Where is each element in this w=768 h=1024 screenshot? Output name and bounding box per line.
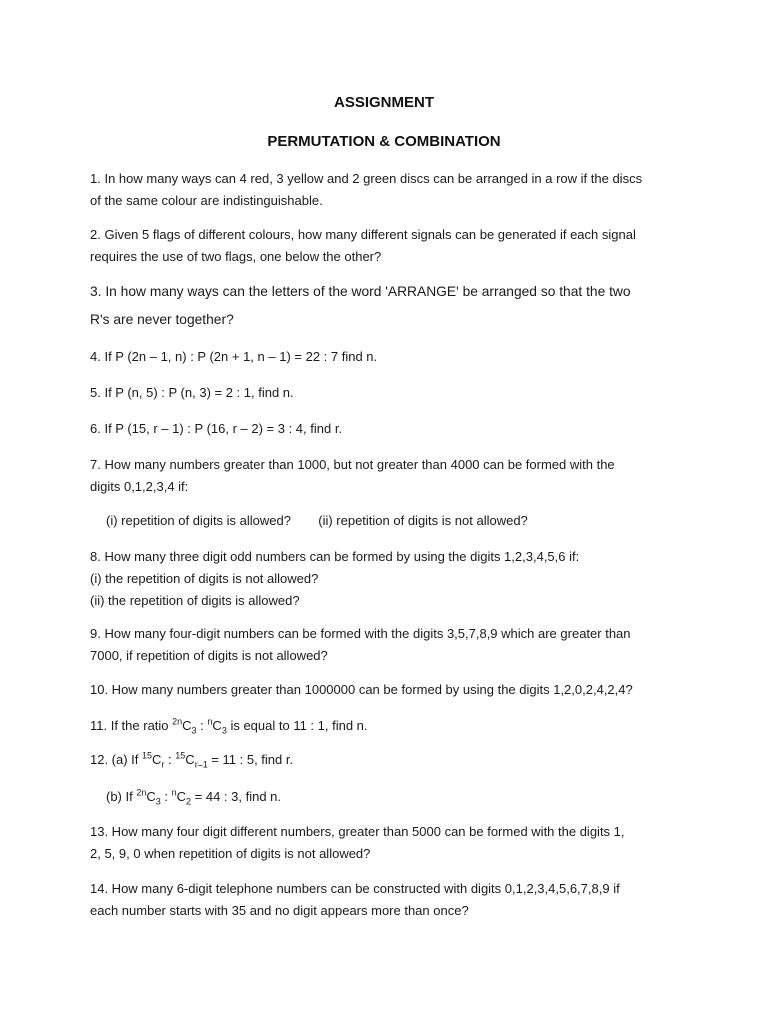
question-6-text: 6. If P (15, r – 1) : P (16, r – 2) = 3 : 4, find r. bbox=[90, 421, 343, 436]
question-8 bbox=[90, 546, 690, 612]
question-9 bbox=[90, 623, 690, 667]
question-3-line-1: 3. In how many ways can the letters of the word 'ARRANGE' be arranged so that the two bbox=[90, 284, 631, 299]
question-12b-sub-2: 2 bbox=[186, 796, 192, 807]
question-13-line-1: 13. How many four digit different numbers, greater than 5000 can be formed with the digits 1, bbox=[90, 824, 625, 839]
question-11-sub-2: 3 bbox=[221, 725, 227, 736]
question-10-text: 10. How many numbers greater than 1000000 can be formed by using the digits 1,2,0,2,4,2,4? bbox=[90, 682, 633, 697]
question-11-sup-2: n bbox=[207, 716, 213, 727]
question-11-suffix: is equal to 11 : 1, find n. bbox=[226, 718, 368, 733]
question-11-sub-1: 3 bbox=[191, 725, 197, 736]
question-14-line-1: 14. How many 6-digit telephone numbers can be constructed with digits 0,1,2,3,4,5,6,7,8,9 if bbox=[90, 881, 620, 896]
assignment-title: ASSIGNMENT bbox=[333, 94, 434, 111]
question-14-line-2: each number starts with 35 and no digit appears more than once? bbox=[90, 903, 469, 918]
question-13-line-2: 2, 5, 9, 0 when repetition of digits is not allowed? bbox=[90, 846, 371, 861]
question-12a-mid: : bbox=[164, 752, 176, 767]
question-12a-sub-1: r bbox=[161, 759, 165, 770]
question-11-sup-1: 2n bbox=[172, 716, 183, 727]
question-8-part-ii: (ii) the repetition of digits is allowed? bbox=[90, 593, 300, 608]
question-11-mid: : bbox=[196, 718, 208, 733]
question-12a bbox=[90, 749, 690, 771]
question-12b-suffix: = 44 : 3, find n. bbox=[191, 789, 282, 804]
question-2-line-1: 2. Given 5 flags of different colours, how many different signals can be generated if each signal bbox=[90, 227, 636, 242]
question-6 bbox=[90, 418, 690, 440]
question-12a-prefix: 12. (a) If bbox=[90, 752, 143, 767]
question-13 bbox=[90, 821, 690, 865]
question-2 bbox=[90, 224, 690, 268]
question-12a-c-2: C bbox=[185, 752, 195, 767]
question-11-c-2: C bbox=[212, 718, 222, 733]
question-12b-prefix: (b) If bbox=[106, 789, 137, 804]
question-8-part-i: (i) the repetition of digits is not allowed? bbox=[90, 571, 319, 586]
question-3-line-2: R's are never together? bbox=[90, 312, 234, 327]
question-7-part-i: (i) repetition of digits is allowed? bbox=[106, 513, 291, 528]
question-7-parts bbox=[90, 510, 706, 532]
question-11 bbox=[90, 715, 690, 737]
question-7 bbox=[90, 454, 690, 498]
question-12b-mid: : bbox=[160, 789, 172, 804]
question-12a-suffix: = 11 : 5, find r. bbox=[207, 752, 294, 767]
question-4 bbox=[90, 346, 690, 368]
question-7-line-2: digits 0,1,2,3,4 if: bbox=[90, 479, 189, 494]
question-7-line-1: 7. How many numbers greater than 1000, but not greater than 4000 can be formed with the bbox=[90, 457, 615, 472]
question-7-part-ii: (ii) repetition of digits is not allowed? bbox=[318, 513, 528, 528]
question-12b-c-2: C bbox=[176, 789, 187, 804]
question-3 bbox=[90, 278, 690, 334]
question-11-c-1: C bbox=[182, 718, 192, 733]
question-12b-sub-1: 3 bbox=[155, 796, 161, 807]
question-9-line-1: 9. How many four-digit numbers can be formed with the digits 3,5,7,8,9 which are greater than bbox=[90, 626, 631, 641]
question-12b-text bbox=[106, 786, 706, 808]
question-4-text: 4. If P (2n – 1, n) : P (2n + 1, n – 1) = 22 : 7 find n. bbox=[90, 349, 378, 364]
question-12a-sup-1: 15 bbox=[142, 750, 153, 761]
question-1 bbox=[90, 168, 690, 212]
question-11-text bbox=[90, 715, 690, 737]
question-12b-sup-1: 2n bbox=[136, 787, 147, 798]
question-1-line-1: 1. In how many ways can 4 red, 3 yellow and 2 green discs can be arranged in a row if the discs bbox=[90, 171, 643, 186]
question-12a-c-1: C bbox=[152, 752, 162, 767]
question-12a-text bbox=[90, 749, 690, 771]
question-12a-sup-2: 15 bbox=[175, 750, 186, 761]
question-12b bbox=[90, 786, 706, 808]
question-12b-sup-2: n bbox=[171, 787, 177, 798]
question-9-line-2: 7000, if repetition of digits is not allowed? bbox=[90, 648, 328, 663]
question-12a-sub-2: r–1 bbox=[194, 759, 208, 770]
topic-title: PERMUTATION & COMBINATION bbox=[267, 133, 501, 150]
question-8-line-1: 8. How many three digit odd numbers can be formed by using the digits 1,2,3,4,5,6 if: bbox=[90, 549, 580, 564]
question-12b-c-1: C bbox=[146, 789, 156, 804]
question-2-line-2: requires the use of two flags, one below the other? bbox=[90, 249, 382, 264]
question-5 bbox=[90, 382, 690, 404]
question-5-text: 5. If P (n, 5) : P (n, 3) = 2 : 1, find n. bbox=[90, 385, 294, 400]
question-10 bbox=[90, 679, 690, 701]
question-11-prefix: 11. If the ratio bbox=[90, 718, 173, 733]
question-1-line-2: of the same colour are indistinguishable. bbox=[90, 193, 323, 208]
question-14 bbox=[90, 878, 690, 922]
